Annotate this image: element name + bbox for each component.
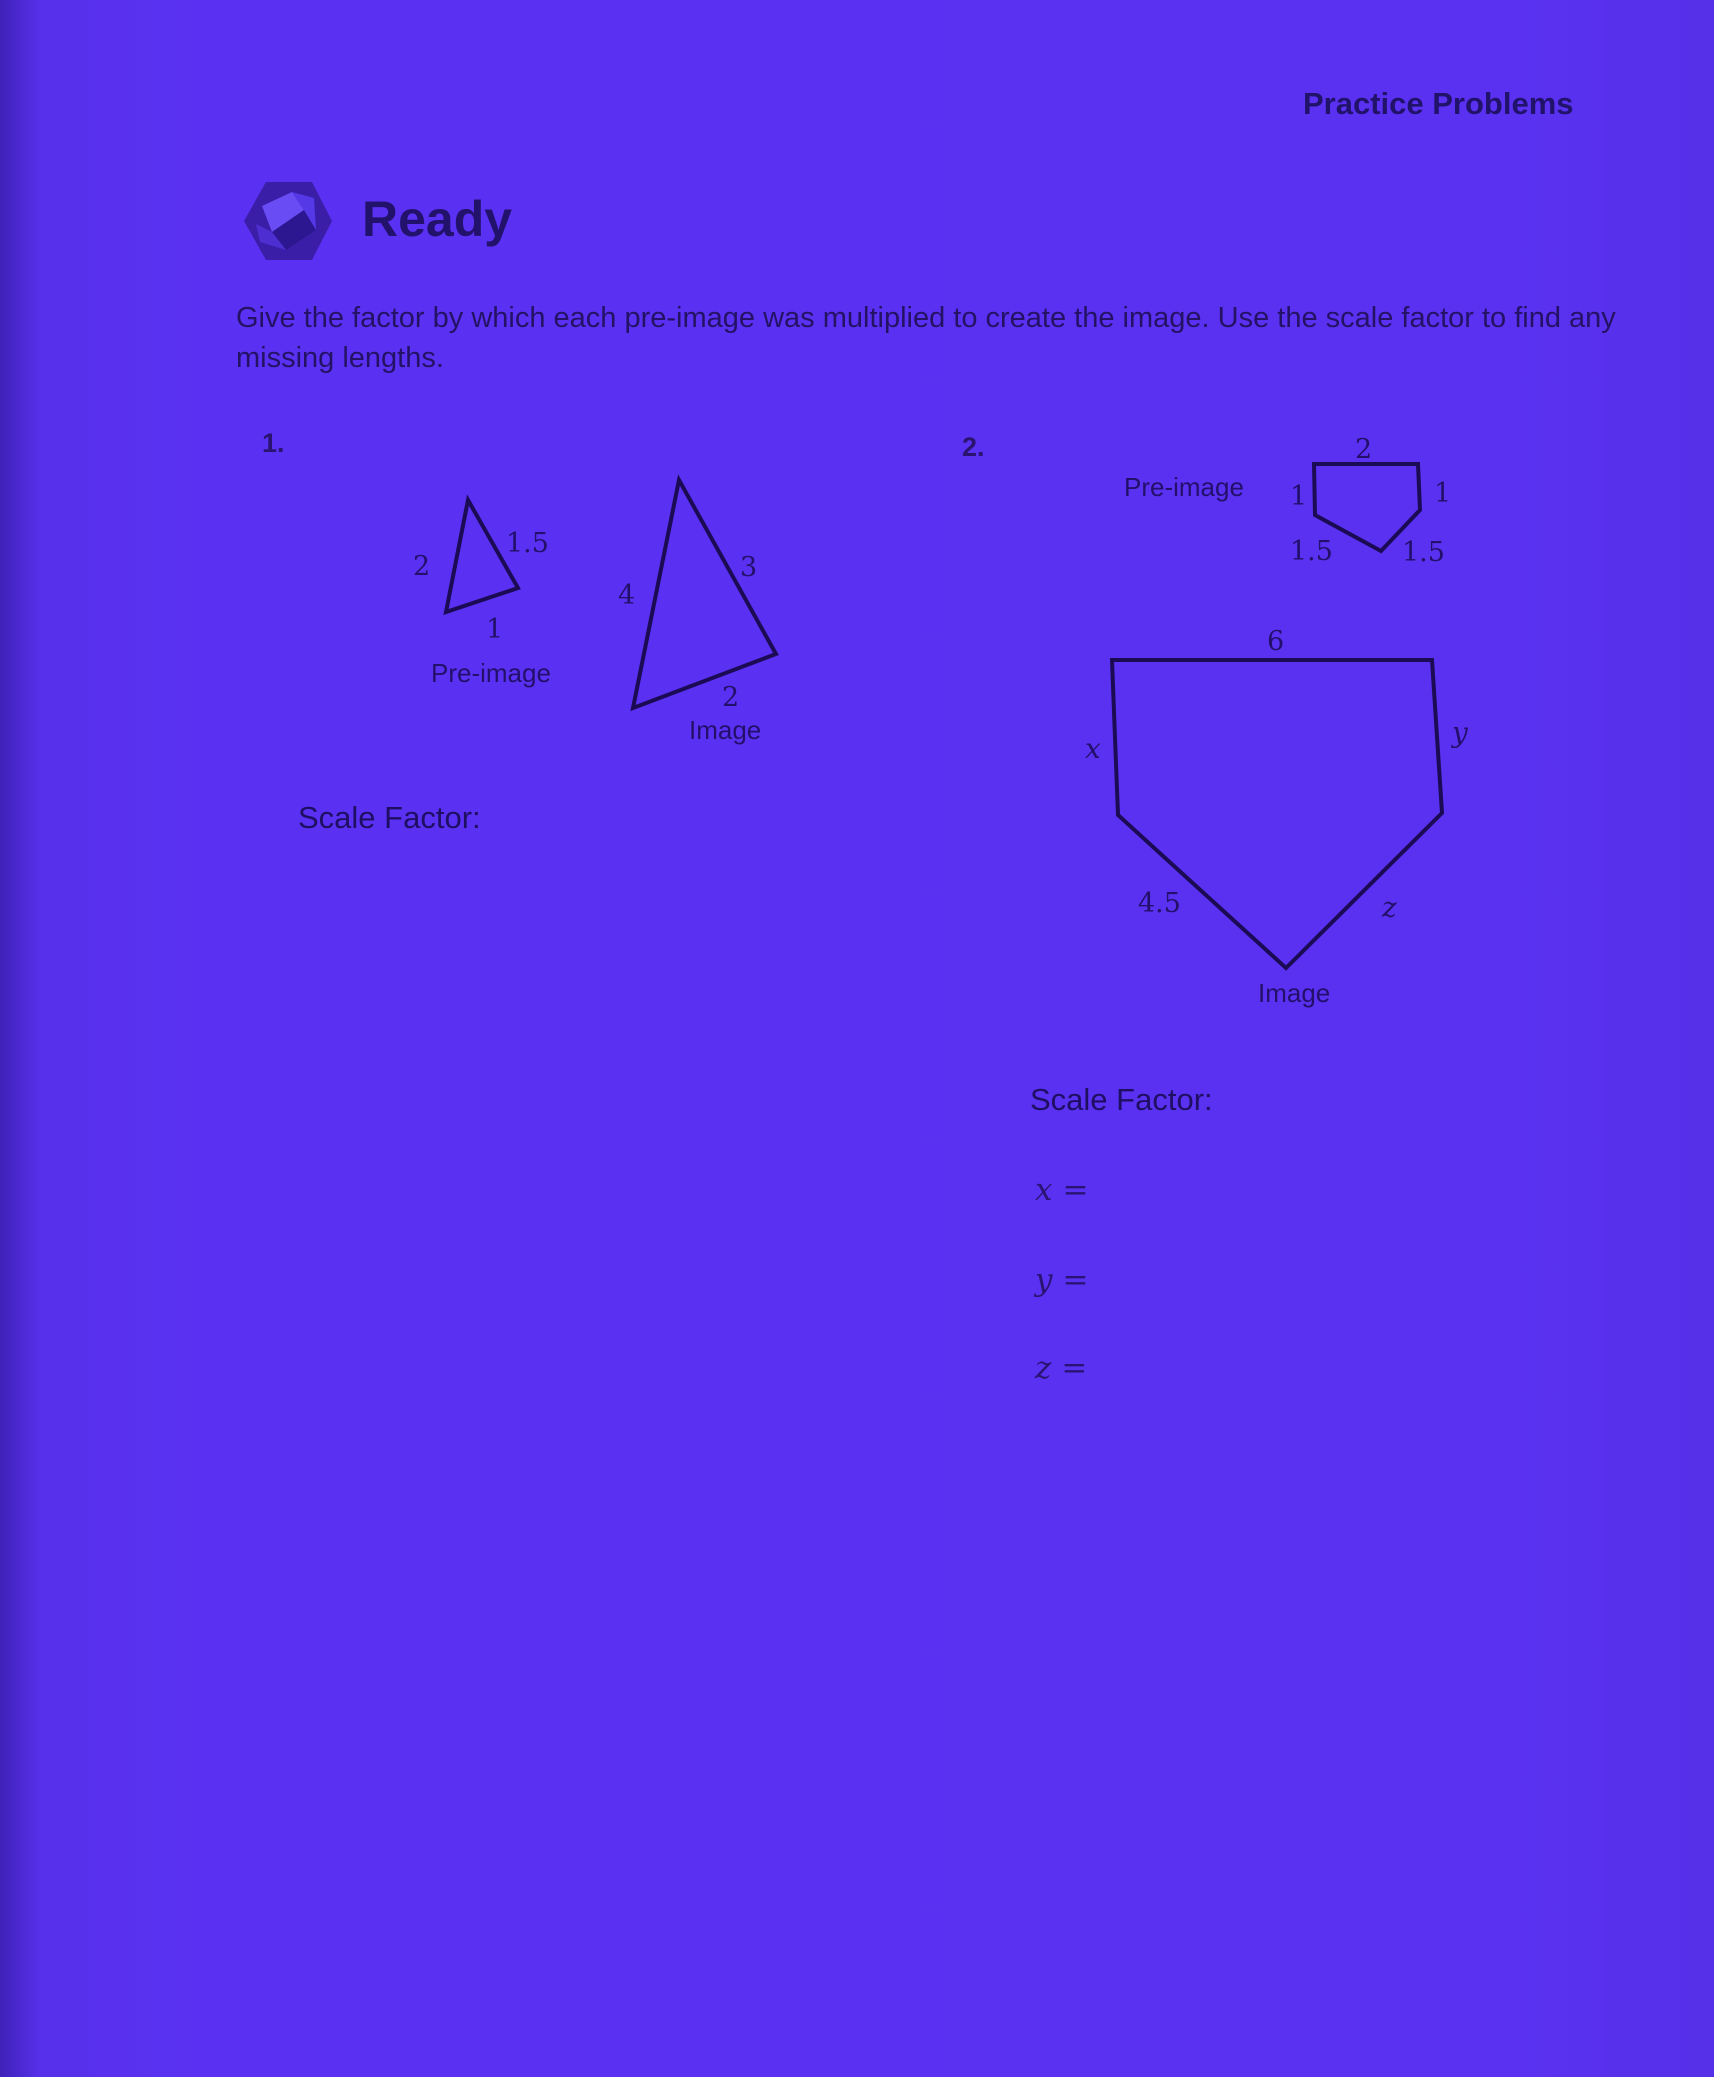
p2-image-label-top: 6 (1267, 626, 1285, 657)
answer-z-variable: z (1035, 1350, 1052, 1386)
problem-2-number: 2. (962, 432, 985, 462)
p1-image-label-bottom: 2 (722, 682, 740, 713)
answer-y-equals: = (1062, 1262, 1089, 1298)
p1-preimage-label-right: 1.5 (506, 528, 549, 559)
p1-preimage-label-bottom: 1 (486, 614, 504, 645)
p1-image-label-left: 4 (618, 580, 636, 611)
answer-z-equals: = (1061, 1350, 1088, 1386)
p2-preimage-caption: Pre-image (1124, 472, 1244, 502)
instructions-text: Give the factor by which each pre-image was multiplied to create the image. Use the scale factor to find any missing lengths. (236, 302, 1616, 374)
p1-preimage-label-left: 2 (413, 551, 431, 582)
answer-x-equals: = (1062, 1172, 1089, 1208)
answer-y-line (1035, 1262, 1089, 1298)
p1-preimage-caption: Pre-image (431, 658, 551, 688)
p2-image-label-right: y (1452, 716, 1468, 749)
answer-x-line (1035, 1172, 1088, 1208)
p2-preimage-label-bottom-right: 1.5 (1402, 537, 1445, 568)
answer-z-line (1035, 1350, 1087, 1386)
p1-scale-factor-label: Scale Factor: (298, 800, 481, 835)
p2-preimage-label-right: 1 (1434, 478, 1452, 509)
answer-y-variable: y (1035, 1262, 1053, 1298)
p2-image-label-left: x (1085, 732, 1101, 765)
p2-scale-factor-label: Scale Factor: (1030, 1082, 1213, 1117)
p2-image-label-bottom-left: 4.5 (1138, 888, 1181, 919)
p2-image-label-bottom-right: z (1382, 891, 1397, 924)
answer-x-variable: x (1035, 1172, 1053, 1208)
p2-preimage-label-left: 1 (1290, 481, 1308, 512)
section-title: Ready (362, 191, 513, 247)
p1-image-label-right: 3 (740, 552, 758, 583)
p2-preimage-label-top: 2 (1355, 434, 1373, 465)
p1-image-triangle (633, 480, 776, 708)
p2-image-caption: Image (1258, 978, 1331, 1008)
p1-image-caption: Image (689, 715, 762, 745)
page-header-title: Practice Problems (1303, 86, 1574, 121)
p2-preimage-label-bottom-left: 1.5 (1290, 536, 1333, 567)
problem-1-number: 1. (262, 428, 285, 458)
